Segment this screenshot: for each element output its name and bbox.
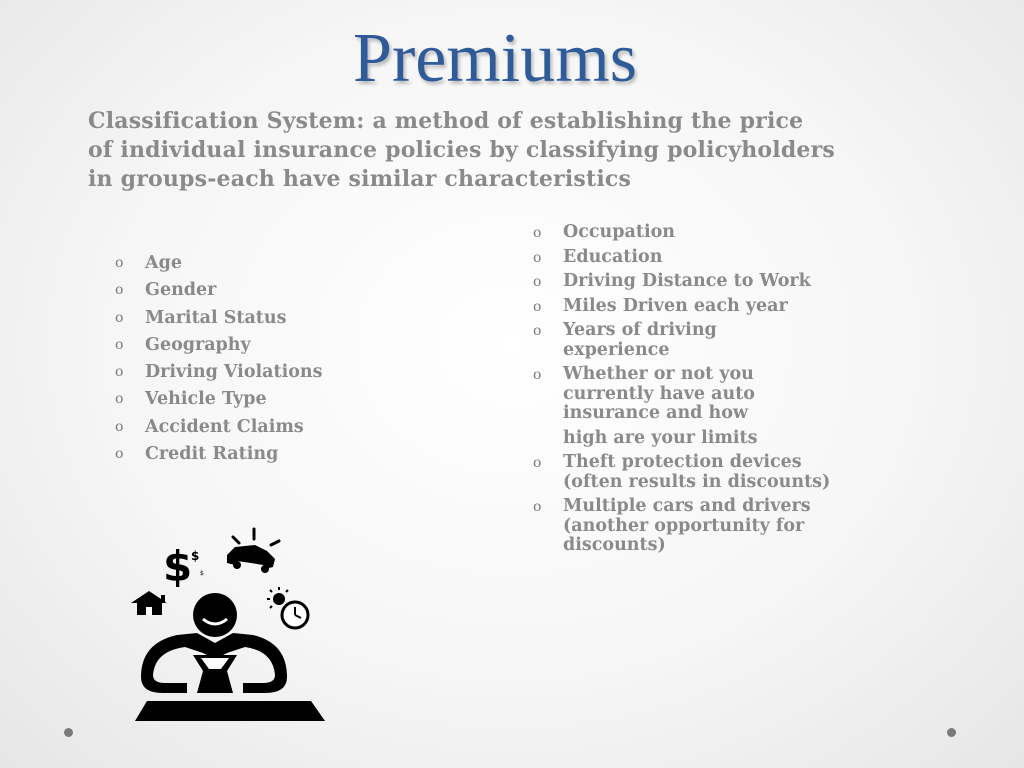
bullet-marker: o: [115, 282, 124, 299]
list-item-line: insurance and how: [563, 403, 748, 423]
list-item-continuation: [533, 429, 883, 449]
list-item-label: Marital Status: [145, 307, 287, 328]
bullet-marker: o: [115, 446, 124, 463]
slide-corner-dot-left: [64, 728, 73, 737]
list-item: [533, 223, 883, 243]
bullet-marker: o: [115, 309, 124, 326]
list-item: [533, 365, 883, 424]
list-item-line: Education: [563, 246, 663, 267]
list-item-line: experience: [563, 339, 670, 360]
list-item-label: Geography: [145, 334, 251, 355]
list-item-label: Accident Claims: [145, 416, 304, 437]
car-crash-icon: [227, 529, 279, 573]
list-item: [533, 272, 883, 292]
stressed-person-bills-icon: [115, 525, 330, 725]
bullet-marker: o: [533, 499, 542, 515]
list-item: [115, 250, 415, 277]
list-item-line: Occupation: [563, 222, 675, 242]
bullet-marker: o: [115, 336, 124, 353]
list-item: [533, 453, 883, 492]
list-item: [115, 386, 415, 413]
svg-text:$: $: [163, 542, 193, 591]
list-item: [115, 332, 415, 359]
house-icon: [131, 591, 167, 615]
list-item: [115, 305, 415, 332]
list-item-line: Multiple cars and drivers: [563, 496, 811, 516]
bullet-marker: o: [115, 418, 124, 435]
list-item-label: Driving Violations: [145, 362, 323, 383]
bullet-marker: o: [533, 455, 542, 471]
list-item-line: Theft protection devices: [563, 452, 802, 472]
bullet-marker: o: [115, 364, 124, 381]
svg-text:$: $: [200, 570, 204, 577]
list-item: [115, 277, 415, 304]
list-item-line: currently have auto: [563, 383, 755, 404]
list-item-line: Whether or not you: [563, 364, 754, 384]
bullet-marker: o: [533, 323, 542, 339]
list-item-label: Age: [145, 253, 182, 273]
list-item: [115, 414, 415, 441]
list-item-label: Credit Rating: [145, 444, 279, 465]
list-item-line: Miles Driven each year: [563, 295, 788, 316]
classification-definition: [88, 107, 998, 194]
right-factor-list: [533, 223, 883, 561]
list-item-line: Years of driving: [563, 320, 717, 340]
list-item: [533, 248, 883, 268]
list-item-line: (often results in discounts): [563, 471, 831, 492]
list-item: [533, 321, 883, 360]
list-item-line: discounts): [563, 535, 666, 555]
list-item-label: Gender: [145, 280, 217, 301]
slide-corner-dot-right: [947, 728, 956, 737]
definition-line-3: in groups-each have similar characteristics: [88, 166, 632, 192]
definition-line-2: of individual insurance policies by classifying policyholders: [88, 137, 836, 163]
bullet-marker: o: [533, 298, 542, 315]
bullet-marker: o: [533, 225, 542, 241]
list-item-label: Vehicle Type: [145, 389, 267, 410]
clock-icon: [282, 602, 308, 628]
bullet-marker: o: [115, 391, 124, 408]
svg-text:$: $: [191, 549, 200, 563]
list-item: [533, 497, 883, 556]
list-item-line: high are your limits: [563, 427, 758, 448]
list-item-line: (another opportunity for: [563, 515, 805, 536]
bullet-marker: o: [533, 367, 542, 383]
list-item: [533, 297, 883, 317]
list-item: [115, 359, 415, 386]
bullet-marker: o: [533, 274, 542, 290]
slide-title: Premiums: [353, 20, 637, 97]
dollar-sign-icon: [163, 542, 204, 591]
list-item-line: Driving Distance to Work: [563, 271, 811, 291]
left-factor-list: [115, 250, 415, 468]
definition-line-1: Classification System: a method of establishing the price: [88, 108, 804, 134]
bullet-marker: o: [533, 249, 542, 266]
bullet-marker: o: [115, 255, 124, 271]
list-item: [115, 441, 415, 468]
